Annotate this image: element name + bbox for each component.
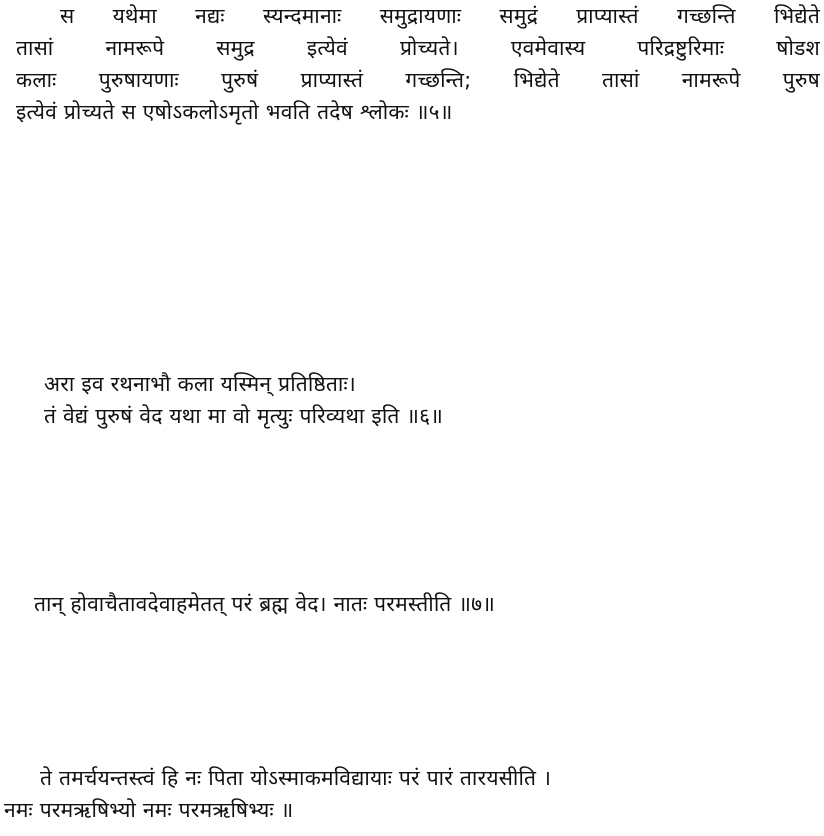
verse-5-line-1: स यथेमा नद्यः स्यन्दमानाः समुद्रायणाः समुद्रं प्राप्यास्तं गच्छन्ति भिद्येते [60,4,820,28]
verse-8-paragraph [0,762,824,826]
verse-6-line-1: अरा इव रथनाभौ कला यस्मिन् प्रतिष्ठिताः। [44,372,356,396]
verse-5-line-2: तासां नामरूपे समुद्र इत्येवं प्रोच्यते। एवमेवास्य परिद्रष्टुरिमाः षोडश [16,36,820,60]
verse-7-paragraph [34,588,495,620]
verse-5-line-4: इत्येवं प्रोच्यते स एषोऽकलोऽमृतो भवति तदेष श्लोकः ॥५॥ [16,100,453,124]
verse-8-line-1: ते तमर्चयन्तस्त्वं हि नः पिता योऽस्माकमविद्यायाः परं पारं तारयसीति । [40,766,552,790]
verse-6-line-2: तं वेद्यं पुरुषं वेद यथा मा वो मृत्युः परिव्यथा इति ॥६॥ [44,404,444,428]
verse-6-shloka [44,368,443,432]
verse-7-line-1: तान् होवाचैतावदेवाहमेतत् परं ब्रह्म वेद। नातः परमस्तीति ॥७॥ [34,592,495,616]
verse-5-line-3: कलाः पुरुषायणाः पुरुषं प्राप्यास्तं गच्छन्ति; भिद्येते तासां नामरूपे पुरुष [16,68,820,92]
verse-8-line-2: नमः परमऋषिभ्यो नमः परमऋषिभ्यः ॥ [4,798,294,822]
verse-5-paragraph [0,0,824,128]
